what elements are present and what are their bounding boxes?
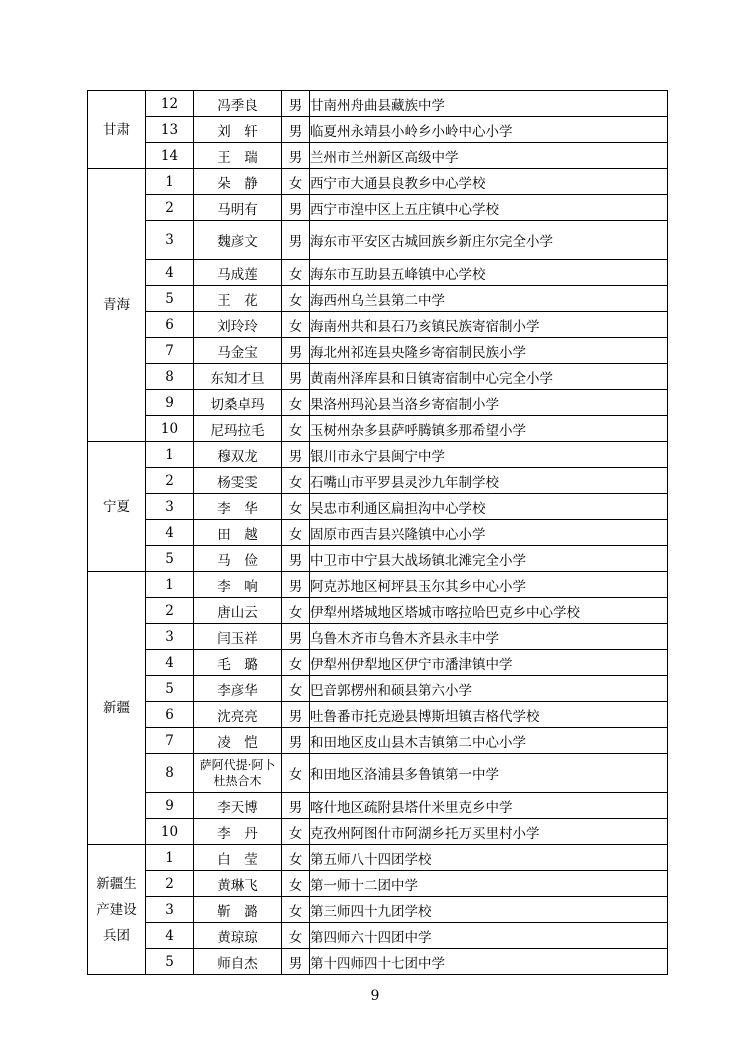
gender-cell: 男 [282,117,310,143]
name-cell: 尼玛拉毛 [194,416,282,442]
table-row [88,260,668,286]
row-number: 4 [146,650,194,676]
gender-cell: 女 [282,598,310,624]
table-row [88,702,668,728]
table-row [88,494,668,520]
name-cell: 白 莹 [194,845,282,871]
table-row [88,728,668,754]
name-cell: 沈亮亮 [194,702,282,728]
school-cell: 克孜州阿图什市阿湖乡托万买里村小学 [310,819,668,845]
gender-cell: 男 [282,949,310,975]
row-number: 5 [146,286,194,312]
name-cell: 靳 潞 [194,897,282,923]
gender-cell: 男 [282,143,310,169]
gender-cell: 女 [282,260,310,286]
name-cell: 东知才旦 [194,364,282,390]
gender-cell: 女 [282,845,310,871]
gender-cell: 男 [282,546,310,572]
table-row [88,754,668,793]
name-cell: 马明有 [194,195,282,221]
school-cell: 西宁市大通县良教乡中心学校 [310,169,668,195]
row-number: 12 [146,91,194,117]
row-number: 1 [146,442,194,468]
gender-cell: 男 [282,195,310,221]
table-row [88,520,668,546]
table-row [88,949,668,975]
school-cell: 第五师八十四团学校 [310,845,668,871]
row-number: 2 [146,195,194,221]
table-row [88,598,668,624]
roster-body [88,91,668,975]
gender-cell: 男 [282,91,310,117]
school-cell: 石嘴山市平罗县灵沙九年制学校 [310,468,668,494]
row-number: 10 [146,416,194,442]
name-cell: 李 响 [194,572,282,598]
gender-cell: 女 [282,923,310,949]
row-number: 8 [146,364,194,390]
gender-cell: 女 [282,676,310,702]
name-cell: 马金宝 [194,338,282,364]
gender-cell: 女 [282,286,310,312]
table-row [88,442,668,468]
row-number: 3 [146,897,194,923]
gender-cell: 男 [282,338,310,364]
school-cell: 西宁市湟中区上五庄镇中心学校 [310,195,668,221]
school-cell: 伊犁州塔城地区塔城市喀拉哈巴克乡中心学校 [310,598,668,624]
name-cell: 黄琼琼 [194,923,282,949]
school-cell: 海南州共和县石乃亥镇民族寄宿制小学 [310,312,668,338]
row-number: 8 [146,754,194,793]
name-cell: 冯季良 [194,91,282,117]
table-row [88,312,668,338]
table-row [88,221,668,260]
name-cell: 魏彦文 [194,221,282,260]
gender-cell: 男 [282,702,310,728]
gender-cell: 女 [282,871,310,897]
school-cell: 第三师四十九团学校 [310,897,668,923]
table-row [88,338,668,364]
table-row [88,286,668,312]
name-cell: 田 越 [194,520,282,546]
gender-cell: 男 [282,572,310,598]
row-number: 6 [146,312,194,338]
province-cell: 青海 [88,169,146,442]
school-cell: 海西州乌兰县第二中学 [310,286,668,312]
table-row [88,546,668,572]
row-number: 7 [146,338,194,364]
gender-cell: 女 [282,754,310,793]
table-row [88,364,668,390]
school-cell: 兰州市兰州新区高级中学 [310,143,668,169]
table-row [88,143,668,169]
school-cell: 吐鲁番市托克逊县博斯坦镇吉格代学校 [310,702,668,728]
school-cell: 巴音郭楞州和硕县第六小学 [310,676,668,702]
table-row [88,819,668,845]
row-number: 14 [146,143,194,169]
row-number: 3 [146,494,194,520]
table-row [88,923,668,949]
row-number: 5 [146,949,194,975]
table-row [88,845,668,871]
table-row [88,91,668,117]
school-cell: 海北州祁连县央隆乡寄宿制民族小学 [310,338,668,364]
name-cell: 萨阿代提·阿卜杜热合木 [194,754,282,793]
name-cell: 李 华 [194,494,282,520]
gender-cell: 男 [282,364,310,390]
school-cell: 伊犁州伊犁地区伊宁市潘津镇中学 [310,650,668,676]
gender-cell: 男 [282,221,310,260]
table-row [88,871,668,897]
row-number: 5 [146,546,194,572]
row-number: 9 [146,793,194,819]
row-number: 6 [146,702,194,728]
school-cell: 吴忠市利通区扁担沟中心学校 [310,494,668,520]
name-cell: 穆双龙 [194,442,282,468]
row-number: 1 [146,169,194,195]
school-cell: 阿克苏地区柯坪县玉尔其乡中心小学 [310,572,668,598]
school-cell: 中卫市中宁县大战场镇北滩完全小学 [310,546,668,572]
gender-cell: 男 [282,624,310,650]
school-cell: 海东市互助县五峰镇中心学校 [310,260,668,286]
name-cell: 黄琳飞 [194,871,282,897]
row-number: 7 [146,728,194,754]
row-number: 4 [146,520,194,546]
row-number: 1 [146,572,194,598]
row-number: 4 [146,260,194,286]
row-number: 3 [146,221,194,260]
gender-cell: 女 [282,468,310,494]
school-cell: 固原市西吉县兴隆镇中心小学 [310,520,668,546]
table-row [88,468,668,494]
row-number: 2 [146,468,194,494]
name-cell: 李彦华 [194,676,282,702]
roster-table [87,90,668,975]
school-cell: 玉树州杂多县萨呼腾镇多那希望小学 [310,416,668,442]
school-cell: 海东市平安区古城回族乡新庄尔完全小学 [310,221,668,260]
table-row [88,390,668,416]
school-cell: 临夏州永靖县小岭乡小岭中心小学 [310,117,668,143]
gender-cell: 女 [282,390,310,416]
name-cell: 唐山云 [194,598,282,624]
table-row [88,572,668,598]
name-cell: 杨雯雯 [194,468,282,494]
name-cell: 马成莲 [194,260,282,286]
gender-cell: 女 [282,897,310,923]
gender-cell: 男 [282,793,310,819]
table-row [88,117,668,143]
table-row [88,169,668,195]
table-row [88,195,668,221]
name-cell: 刘 轩 [194,117,282,143]
row-number: 5 [146,676,194,702]
gender-cell: 男 [282,442,310,468]
school-cell: 甘南州舟曲县藏族中学 [310,91,668,117]
row-number: 2 [146,871,194,897]
school-cell: 第十四师四十七团中学 [310,949,668,975]
school-cell: 乌鲁木齐市乌鲁木齐县永丰中学 [310,624,668,650]
table-row [88,650,668,676]
name-cell: 切桑卓玛 [194,390,282,416]
table-row [88,897,668,923]
school-cell: 银川市永宁县闽宁中学 [310,442,668,468]
name-cell: 李 丹 [194,819,282,845]
school-cell: 果洛州玛沁县当洛乡寄宿制小学 [310,390,668,416]
school-cell: 第一师十二团中学 [310,871,668,897]
row-number: 4 [146,923,194,949]
table-row [88,624,668,650]
school-cell: 喀什地区疏附县塔什米里克乡中学 [310,793,668,819]
name-cell: 王 瑞 [194,143,282,169]
name-cell: 凌 恺 [194,728,282,754]
name-cell: 师自杰 [194,949,282,975]
table-row [88,416,668,442]
row-number: 2 [146,598,194,624]
name-cell: 王 花 [194,286,282,312]
school-cell: 第四师六十四团中学 [310,923,668,949]
name-cell: 毛 璐 [194,650,282,676]
row-number: 10 [146,819,194,845]
gender-cell: 女 [282,494,310,520]
row-number: 9 [146,390,194,416]
name-cell: 朵 静 [194,169,282,195]
gender-cell: 女 [282,416,310,442]
gender-cell: 女 [282,312,310,338]
gender-cell: 男 [282,728,310,754]
gender-cell: 女 [282,520,310,546]
gender-cell: 女 [282,650,310,676]
row-number: 1 [146,845,194,871]
school-cell: 和田地区皮山县木吉镇第二中心小学 [310,728,668,754]
name-cell: 刘玲玲 [194,312,282,338]
province-cell: 新疆 [88,572,146,845]
name-cell: 李天博 [194,793,282,819]
name-cell: 马 俭 [194,546,282,572]
row-number: 13 [146,117,194,143]
gender-cell: 女 [282,819,310,845]
school-cell: 黄南州泽库县和日镇寄宿制中心完全小学 [310,364,668,390]
table-row [88,793,668,819]
page-number: 9 [370,988,380,1004]
gender-cell: 女 [282,169,310,195]
table-row [88,676,668,702]
province-cell: 宁夏 [88,442,146,572]
province-cell: 甘肃 [88,91,146,169]
province-cell: 新疆生产建设兵团 [88,845,146,975]
school-cell: 和田地区洛浦县多鲁镇第一中学 [310,754,668,793]
row-number: 3 [146,624,194,650]
name-cell: 闫玉祥 [194,624,282,650]
